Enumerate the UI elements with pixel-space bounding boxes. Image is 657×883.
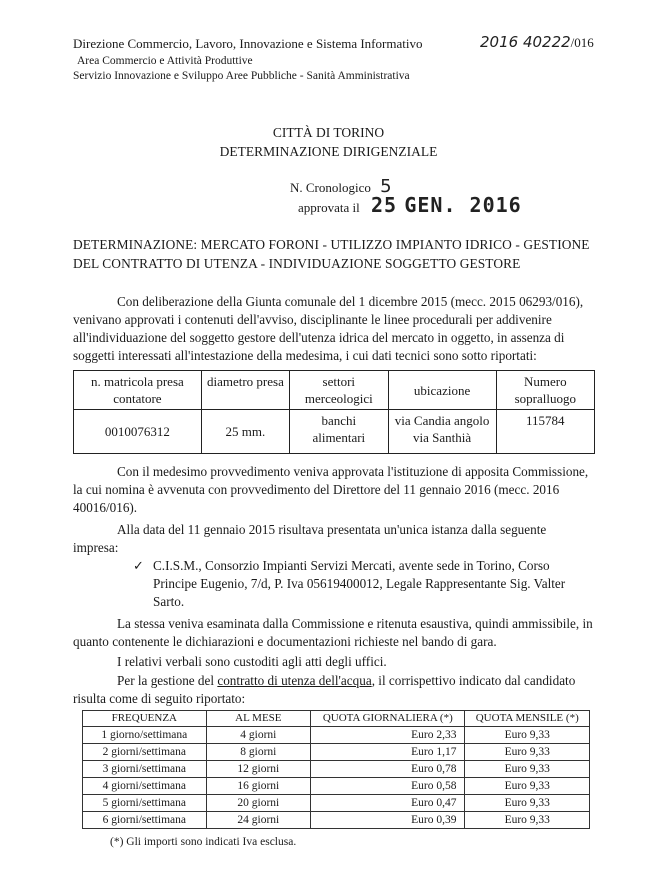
table-header-cell: AL MESE bbox=[206, 711, 311, 727]
cronologico-label: N. Cronologico bbox=[290, 180, 371, 195]
city-title: CITTÀ DI TORINO bbox=[272, 125, 385, 140]
table-cell: 0010076312 bbox=[74, 410, 202, 454]
subject-line-2: DEL CONTRATTO DI UTENZA - INDIVIDUAZIONE SOGGETTO GESTORE bbox=[73, 256, 521, 271]
table-row bbox=[83, 778, 590, 795]
p1-line-4: soggetti interessati all'intestazione della medesima, i cui dati tecnici sono sotto riportati: bbox=[73, 348, 537, 363]
cronologico-value: 5 bbox=[380, 176, 392, 197]
bullet-line-3: Sarto. bbox=[153, 594, 185, 609]
p6-line-1 bbox=[117, 673, 575, 689]
fee-table bbox=[82, 710, 590, 829]
table-row bbox=[83, 744, 590, 761]
protocol-suffix: /016 bbox=[570, 35, 594, 50]
area-name: Area Commercio e Attività Produttive bbox=[77, 55, 253, 67]
table-cell: Euro 9,33 bbox=[465, 761, 590, 778]
table-row bbox=[83, 812, 590, 829]
protocol-number bbox=[480, 33, 594, 52]
p4-line-2: quanto contenente le dichiarazioni e documentazioni richieste nel bando di gara. bbox=[73, 634, 497, 649]
table-cell: Euro 0,58 bbox=[311, 778, 465, 795]
table-cell: Euro 0,47 bbox=[311, 795, 465, 812]
table-cell: 1 giorno/settimana bbox=[83, 727, 207, 744]
p3-line-1: Alla data del 11 gennaio 2015 risultava presentata un'unica istanza dalla seguente bbox=[117, 522, 547, 537]
protocol-handwritten: 2016 40222 bbox=[480, 33, 571, 51]
approval-row bbox=[298, 193, 522, 217]
bullet-line-1: C.I.S.M., Consorzio Impianti Servizi Mercati, avente sede in Torino, Corso bbox=[153, 558, 550, 573]
table-cell: 5 giorni/settimana bbox=[83, 795, 207, 812]
table-header-row bbox=[83, 711, 590, 727]
table-row bbox=[83, 727, 590, 744]
service-name: Servizio Innovazione e Sviluppo Aree Pubbliche - Sanità Amministrativa bbox=[73, 70, 410, 82]
table-row bbox=[83, 795, 590, 812]
p6-line-2: risulta come di seguito riportato: bbox=[73, 691, 246, 706]
p1-line-2: venivano approvati i contenuti dell'avviso, disciplinante le linee procedurali per addivenire bbox=[73, 312, 552, 327]
table-header-cell: n. matricola presa contatore bbox=[74, 371, 202, 410]
p6-underlined: contratto di utenza dell'acqua bbox=[217, 673, 372, 688]
table-header-cell: Numero sopralluogo bbox=[496, 371, 594, 410]
table-cell: 8 giorni bbox=[206, 744, 311, 761]
table-cell: Euro 0,78 bbox=[311, 761, 465, 778]
table-cell: 25 mm. bbox=[201, 410, 289, 454]
table-cell: 12 giorni bbox=[206, 761, 311, 778]
p2-line-1: Con il medesimo provvedimento veniva approvata l'istituzione di apposita Commissione, bbox=[117, 464, 589, 479]
subject-line-1: DETERMINAZIONE: MERCATO FORONI - UTILIZZO IMPIANTO IDRICO - GESTIONE bbox=[73, 237, 590, 252]
table-cell: via Candia angolo via Santhià bbox=[388, 410, 496, 454]
p6-text-a: Per la gestione del bbox=[117, 673, 218, 688]
table-cell: 6 giorni/settimana bbox=[83, 812, 207, 829]
meter-data-table bbox=[73, 370, 595, 454]
department-name: Direzione Commercio, Lavoro, Innovazione e Sistema Informativo bbox=[73, 36, 423, 51]
p1-line-3: all'individuazione del soggetto gestore dell'utenza idrica del mercato in oggetto, in assenza di bbox=[73, 330, 565, 345]
approval-date-stamp: GEN. 2016 bbox=[404, 193, 522, 217]
table-cell: 24 giorni bbox=[206, 812, 311, 829]
table-cell: Euro 2,33 bbox=[311, 727, 465, 744]
table-row bbox=[74, 410, 595, 454]
p4-line-1: La stessa veniva esaminata dalla Commissione e ritenuta esaustiva, quindi ammissibile, in bbox=[117, 616, 593, 631]
table-header-cell: FREQUENZA bbox=[83, 711, 207, 727]
document-type-title: DETERMINAZIONE DIRIGENZIALE bbox=[219, 144, 438, 159]
fee-footnote: (*) Gli importi sono indicati Iva esclusa. bbox=[110, 836, 297, 848]
p5-line-1: I relativi verbali sono custoditi agli atti degli uffici. bbox=[117, 654, 387, 669]
approval-label: approvata il bbox=[298, 200, 360, 215]
bullet-line-2: Principe Eugenio, 7/d, P. Iva 05619400012, Legale Rappresentante Sig. Valter bbox=[153, 576, 566, 591]
table-cell: Euro 9,33 bbox=[465, 778, 590, 795]
table-cell: Euro 9,33 bbox=[465, 727, 590, 744]
table-cell: banchi alimentari bbox=[290, 410, 389, 454]
p2-line-3: 40016/016). bbox=[73, 500, 138, 515]
table-cell: Euro 9,33 bbox=[465, 812, 590, 829]
p2-line-2: la cui nomina è avvenuta con provvedimento del Direttore del 11 gennaio 2016 (mecc. 2016 bbox=[73, 482, 560, 497]
p1-line-1: Con deliberazione della Giunta comunale del 1 dicembre 2015 (mecc. 2015 06293/016), bbox=[117, 294, 584, 309]
p6-text-b: , il corrispettivo indicato dal candidato bbox=[371, 673, 576, 688]
table-header-row bbox=[74, 371, 595, 410]
table-cell: Euro 9,33 bbox=[465, 744, 590, 761]
table-header-cell: QUOTA GIORNALIERA (*) bbox=[311, 711, 465, 727]
table-cell: 3 giorni/settimana bbox=[83, 761, 207, 778]
table-cell: 20 giorni bbox=[206, 795, 311, 812]
table-row bbox=[83, 761, 590, 778]
table-cell: Euro 0,39 bbox=[311, 812, 465, 829]
table-cell: 2 giorni/settimana bbox=[83, 744, 207, 761]
check-icon: ✓ bbox=[133, 558, 144, 573]
table-header-cell: diametro presa bbox=[201, 371, 289, 410]
table-cell: 16 giorni bbox=[206, 778, 311, 795]
table-cell: 4 giorni bbox=[206, 727, 311, 744]
table-cell: 115784 bbox=[496, 410, 594, 454]
table-cell: Euro 9,33 bbox=[465, 795, 590, 812]
table-header-cell: QUOTA MENSILE (*) bbox=[465, 711, 590, 727]
table-header-cell: ubicazione bbox=[388, 371, 496, 410]
table-cell: Euro 1,17 bbox=[311, 744, 465, 761]
approval-day-stamp: 25 bbox=[370, 193, 398, 217]
table-header-cell: settori merceologici bbox=[290, 371, 389, 410]
p3-line-2: impresa: bbox=[73, 540, 119, 555]
table-cell: 4 giorni/settimana bbox=[83, 778, 207, 795]
